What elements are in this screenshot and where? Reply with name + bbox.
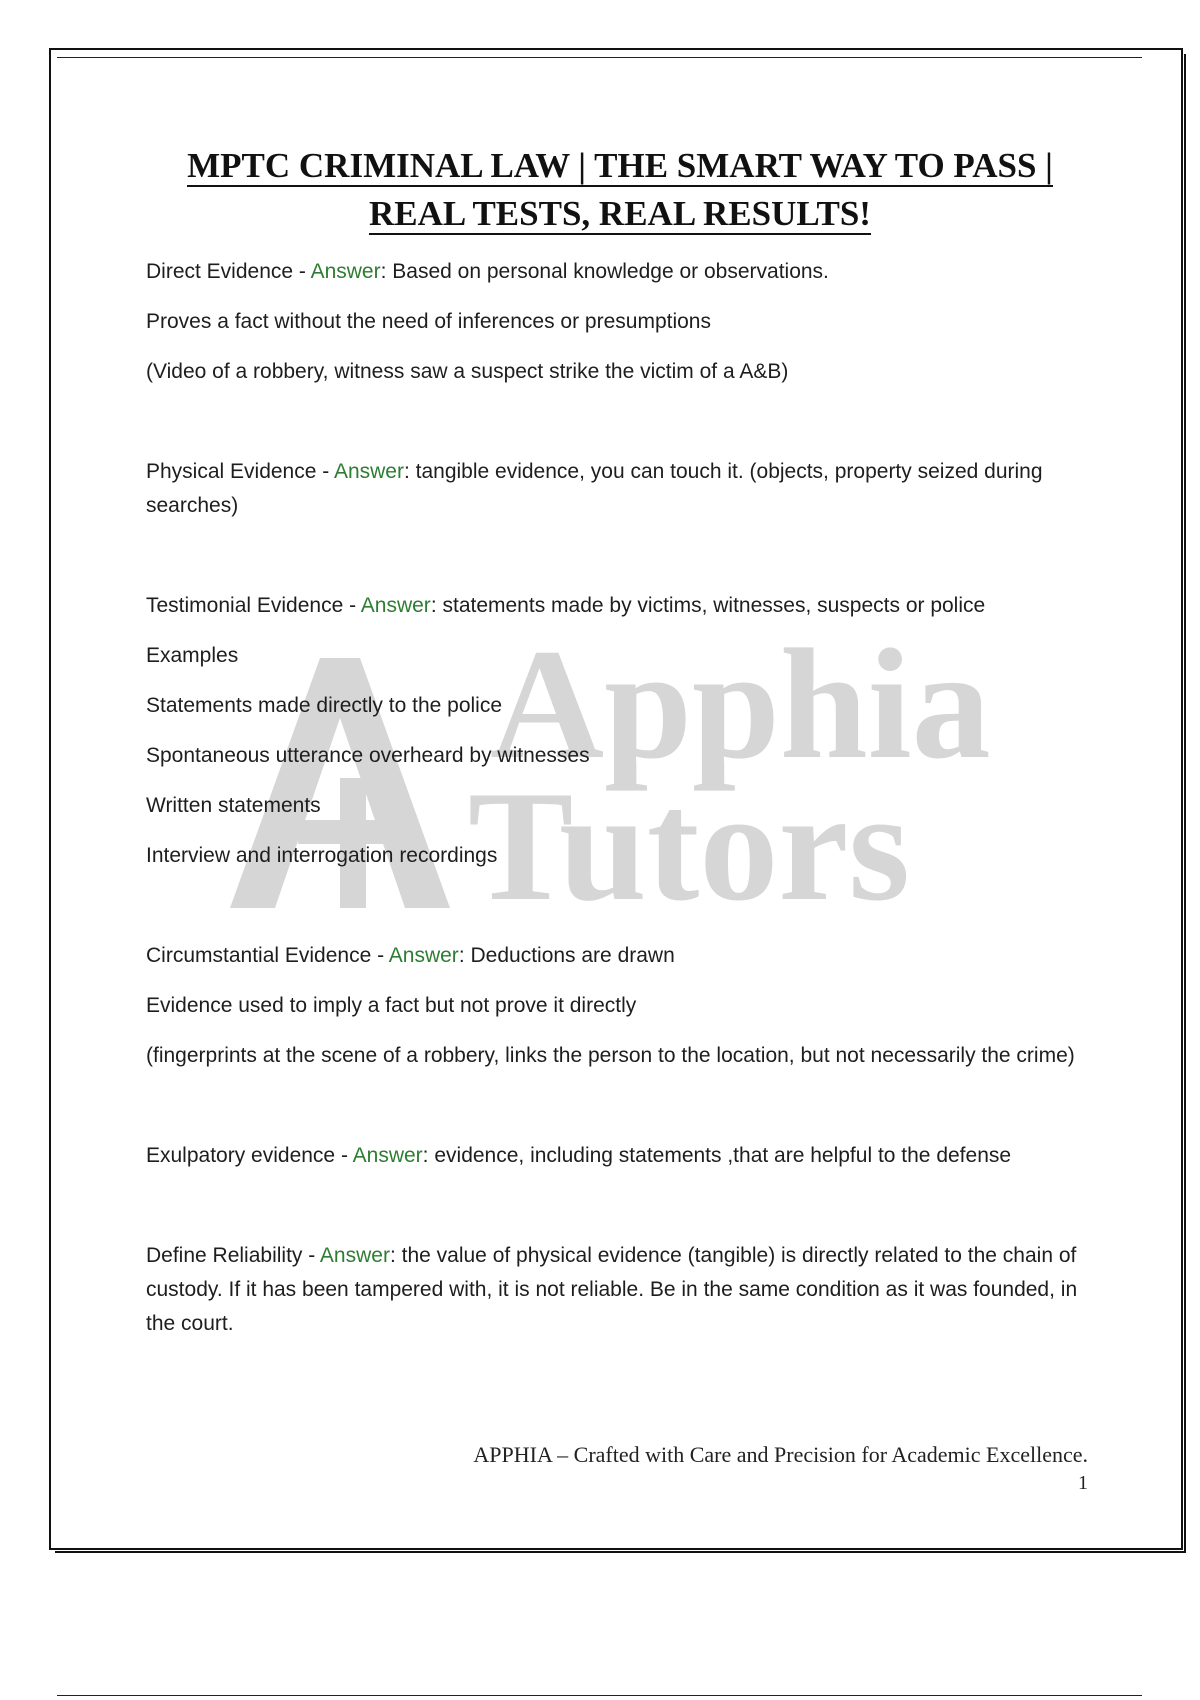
- entry-term: Define Reliability: [146, 1244, 303, 1267]
- answer-label: Answer: [352, 1144, 423, 1167]
- entry-note: Interview and interrogation recordings: [146, 844, 498, 867]
- entry-testimonial-evidence: Testimonial Evidence - Answer: statements made by victims, witnesses, suspects or police: [146, 594, 986, 617]
- watermark-line2: Tutors: [468, 759, 910, 934]
- entry-term: Testimonial Evidence: [146, 594, 344, 617]
- entry-definition: tangible evidence, you can touch it. (objects, property seized during searches): [146, 460, 1043, 517]
- page-title: [120, 142, 1120, 238]
- entry-definition: Based on personal knowledge or observations.: [392, 260, 829, 283]
- page-footer: APPHIA – Crafted with Care and Precision for Academic Excellence.: [473, 1442, 1088, 1467]
- entry-note: (Video of a robbery, witness saw a suspect strike the victim of a A&B): [146, 360, 789, 383]
- entry-term: Direct Evidence: [146, 260, 294, 283]
- bottom-rule: [57, 1695, 1142, 1696]
- entry-term: Circumstantial Evidence: [146, 944, 372, 967]
- answer-label: Answer: [360, 594, 431, 617]
- answer-label: Answer: [333, 460, 404, 483]
- page-number: 1: [1078, 1472, 1088, 1494]
- entry-note: Evidence used to imply a fact but not prove it directly: [146, 994, 637, 1017]
- entry-note: Examples: [146, 644, 239, 667]
- entry-definition: evidence, including statements ,that are helpful to the defense: [434, 1144, 1012, 1167]
- entry-exulpatory-evidence: Exulpatory evidence - Answer: evidence, including statements ,that are helpful to the defense: [146, 1144, 1012, 1167]
- entry-direct-evidence: Direct Evidence - Answer: Based on personal knowledge or observations.: [146, 260, 829, 283]
- answer-label: Answer: [310, 260, 381, 283]
- entry-term: Exulpatory evidence: [146, 1144, 336, 1167]
- title-line-1: MPTC CRIMINAL LAW | THE SMART WAY TO PASS |: [187, 146, 1053, 185]
- document-body: [146, 255, 1091, 1357]
- entry-define-reliability: Define Reliability - Answer: the value of physical evidence (tangible) is directly related to the chain of custody. If it has been tampered with, it is not reliable. Be in the same condition as it was founded, in the court.: [146, 1244, 1078, 1335]
- entry-note: Proves a fact without the need of inferences or presumptions: [146, 310, 711, 333]
- entry-definition: the value of physical evidence (tangible) is directly related to the chain of custody. If it has been tampered with, it is not reliable. Be in the same condition as it was founded, in the court.: [146, 1244, 1078, 1335]
- answer-label: Answer: [388, 944, 459, 967]
- title-line-2: REAL TESTS, REAL RESULTS!: [369, 194, 871, 233]
- entry-definition: Deductions are drawn: [470, 944, 675, 967]
- entry-note: Spontaneous utterance overheard by witnesses: [146, 744, 590, 767]
- entry-physical-evidence: Physical Evidence - Answer: tangible evidence, you can touch it. (objects, property seized during searches): [146, 460, 1043, 517]
- entry-definition: statements made by victims, witnesses, suspects or police: [442, 594, 986, 617]
- answer-label: Answer: [319, 1244, 390, 1267]
- entry-circumstantial-evidence: Circumstantial Evidence - Answer: Deductions are drawn: [146, 944, 675, 967]
- entry-term: Physical Evidence: [146, 460, 317, 483]
- entry-note: (fingerprints at the scene of a robbery, links the person to the location, but not necessarily the crime): [146, 1044, 1075, 1067]
- entry-note: Statements made directly to the police: [146, 694, 503, 717]
- entry-note: Written statements: [146, 794, 321, 817]
- watermark-line1: Apphia: [490, 617, 991, 792]
